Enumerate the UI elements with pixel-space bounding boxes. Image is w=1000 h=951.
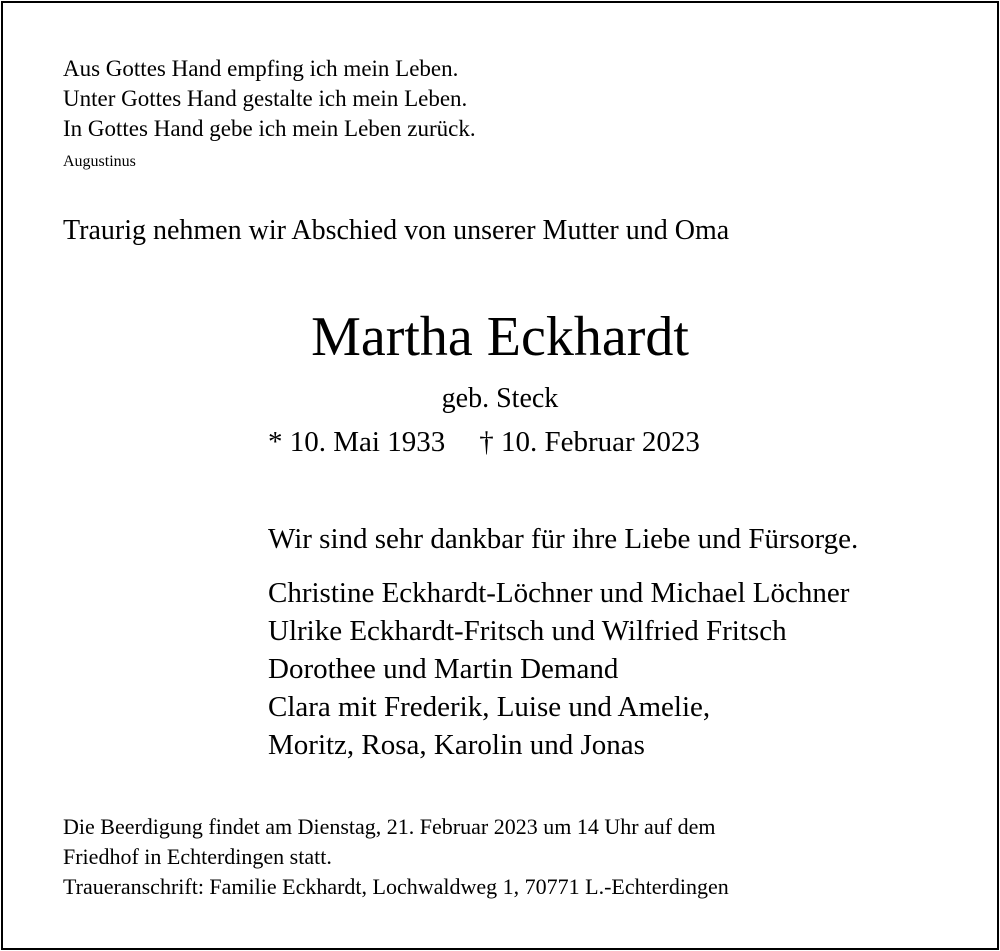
deceased-name: Martha Eckhardt bbox=[311, 306, 689, 368]
intro-text: Traurig nehmen wir Abschied von unserer Mutter und Oma bbox=[63, 215, 730, 246]
maiden-name: geb. Steck bbox=[441, 383, 559, 414]
obituary-frame bbox=[1, 1, 999, 950]
quote-line-3: In Gottes Hand gebe ich mein Leben zurück. bbox=[63, 116, 476, 141]
life-dates bbox=[268, 428, 700, 457]
family-member: Christine Eckhardt-Löchner und Michael Löchner bbox=[268, 577, 850, 609]
birth-date: * 10. Mai 1933 bbox=[268, 426, 446, 458]
family-member: Moritz, Rosa, Karolin und Jonas bbox=[268, 729, 645, 761]
mourning-address: Traueranschrift: Familie Eckhardt, Lochwaldweg 1, 70771 L.-Echterdingen bbox=[63, 874, 729, 899]
quote-author: Augustinus bbox=[63, 153, 136, 170]
funeral-info-line-1: Die Beerdigung findet am Dienstag, 21. Februar 2023 um 14 Uhr auf dem bbox=[63, 814, 716, 839]
thanks-text: Wir sind sehr dankbar für ihre Liebe und Fürsorge. bbox=[268, 523, 859, 555]
family-member: Clara mit Frederik, Luise und Amelie, bbox=[268, 691, 711, 723]
family-list bbox=[268, 579, 849, 769]
quote-line-2: Unter Gottes Hand gestalte ich mein Leben. bbox=[63, 86, 468, 111]
family-member: Dorothee und Martin Demand bbox=[268, 653, 619, 685]
quote-line-1: Aus Gottes Hand empfing ich mein Leben. bbox=[63, 56, 459, 81]
death-date: † 10. Februar 2023 bbox=[479, 426, 700, 458]
funeral-info-line-2: Friedhof in Echterdingen statt. bbox=[63, 844, 332, 869]
family-member: Ulrike Eckhardt-Fritsch und Wilfried Fritsch bbox=[268, 615, 787, 647]
